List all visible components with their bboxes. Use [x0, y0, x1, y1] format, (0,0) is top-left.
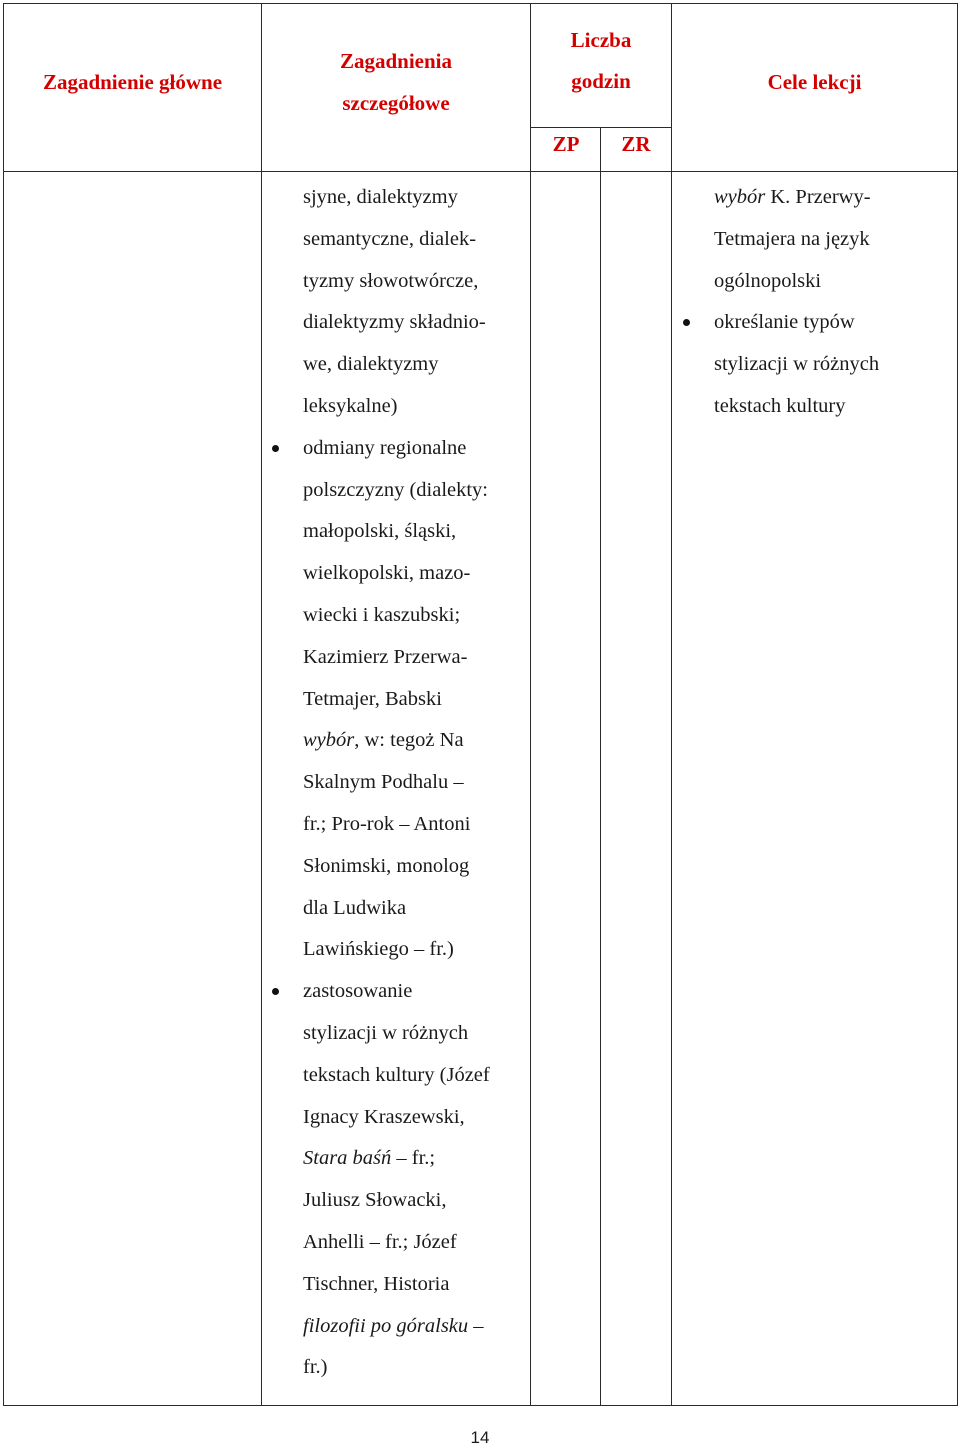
text-line [714, 344, 879, 386]
text-line [303, 720, 490, 762]
text-line [714, 386, 879, 428]
line-text: polszczyzny (dialekty: [303, 478, 489, 501]
text-line [303, 595, 490, 637]
line-text: we, dialektyzmy [303, 353, 439, 376]
line-text: tekstach kultury (Józef [303, 1063, 490, 1086]
line-text: tyzmy słowotwórcze, [303, 269, 479, 292]
line-text: fr.) [303, 1356, 328, 1379]
header-zp: ZP [552, 132, 580, 156]
header-bottom-border [3, 171, 958, 172]
text-line [303, 302, 490, 344]
line-text: Anhelli – fr.; Józef [303, 1230, 457, 1253]
text-line [303, 1055, 490, 1097]
text-line [303, 470, 490, 512]
page-number: 14 [470, 1428, 490, 1447]
goals-column [714, 177, 879, 428]
col-divider-3 [671, 3, 672, 1406]
table-bottom-border [3, 1405, 958, 1406]
text-line [303, 762, 490, 804]
italic-title: wybór [714, 186, 766, 208]
text-line [714, 219, 879, 261]
col-divider-2 [530, 3, 531, 1406]
line-text: K. Przerwy- [765, 186, 871, 208]
line-text: leksykalne) [303, 394, 398, 417]
text-line [303, 1013, 490, 1055]
header-details-line1: Zagadnienia [339, 49, 453, 73]
line-text: Kazimierz Przerwa- [303, 645, 468, 668]
line-text: Lawińskiego – fr.) [303, 938, 454, 961]
details-column [303, 177, 490, 1389]
text-line [303, 553, 490, 595]
line-text: Tetmajera na język [714, 227, 870, 250]
line-text: dla Ludwika [303, 896, 407, 919]
text-line [303, 177, 490, 219]
italic-title: wybór [303, 729, 355, 752]
text-line [303, 1180, 490, 1222]
line-text: sjyne, dialektyzmy [303, 186, 458, 208]
bullet-icon [272, 445, 279, 452]
header-zr: ZR [621, 132, 651, 156]
line-text: Skalnym Podhalu – [303, 771, 464, 794]
text-line [303, 888, 490, 930]
italic-title: Stara baśń [303, 1147, 392, 1170]
header-main-topic: Zagadnienie główne [42, 70, 223, 94]
text-line [714, 177, 879, 219]
header-details-line2: szczegółowe [342, 91, 450, 115]
text-line [303, 1306, 490, 1348]
text-line [303, 261, 490, 303]
table-top-border [3, 3, 958, 4]
text-line [303, 971, 490, 1013]
italic-title: filozofii po góralsku [303, 1314, 469, 1337]
text-line [303, 386, 490, 428]
text-line [303, 511, 490, 553]
text-line [303, 1097, 490, 1139]
line-text: określanie typów [714, 311, 855, 334]
header-hours-line2: godzin [571, 69, 631, 93]
line-text: stylizacji w różnych [714, 353, 880, 376]
col-divider-1 [261, 3, 262, 1406]
text-line [303, 804, 490, 846]
text-line [714, 302, 879, 344]
line-text: tekstach kultury [714, 394, 846, 417]
line-text: – fr.; [391, 1147, 436, 1170]
text-line [303, 929, 490, 971]
table-right-border [957, 3, 958, 1406]
table-left-border [3, 3, 4, 1406]
line-text: odmiany regionalne [303, 436, 467, 459]
line-text: – [468, 1314, 484, 1337]
text-line [303, 344, 490, 386]
line-text: Słonimski, monolog [303, 854, 470, 877]
text-line [303, 1264, 490, 1306]
text-line [303, 219, 490, 261]
line-text: wiecki i kaszubski; [303, 603, 461, 626]
line-text: wielkopolski, mazo- [303, 562, 471, 585]
text-line [303, 637, 490, 679]
text-line [303, 1347, 490, 1389]
line-text: ogólnopolski [714, 269, 822, 292]
header-lesson-goals: Cele lekcji [767, 70, 862, 94]
text-line [303, 1222, 490, 1264]
line-text: semantyczne, dialek- [303, 227, 477, 250]
text-line [714, 261, 879, 303]
line-text: fr.; Pro-rok – Antoni [303, 812, 471, 835]
col-divider-zp-zr [600, 127, 601, 1406]
line-text: stylizacji w różnych [303, 1021, 469, 1044]
line-text: małopolski, śląski, [303, 520, 457, 543]
line-text: Ignacy Kraszewski, [303, 1105, 465, 1128]
header-hours-line1: Liczba [570, 28, 632, 52]
line-text: Juliusz Słowacki, [303, 1189, 447, 1212]
line-text: dialektyzmy składnio- [303, 311, 486, 334]
line-text: , w: tegoż Na [354, 729, 464, 752]
line-text: Tischner, Historia [303, 1272, 450, 1295]
text-line [303, 679, 490, 721]
text-line [303, 846, 490, 888]
text-line [303, 428, 490, 470]
line-text: Tetmajer, Babski [303, 687, 442, 710]
line-text: zastosowanie [303, 980, 413, 1003]
text-line [303, 1138, 490, 1180]
